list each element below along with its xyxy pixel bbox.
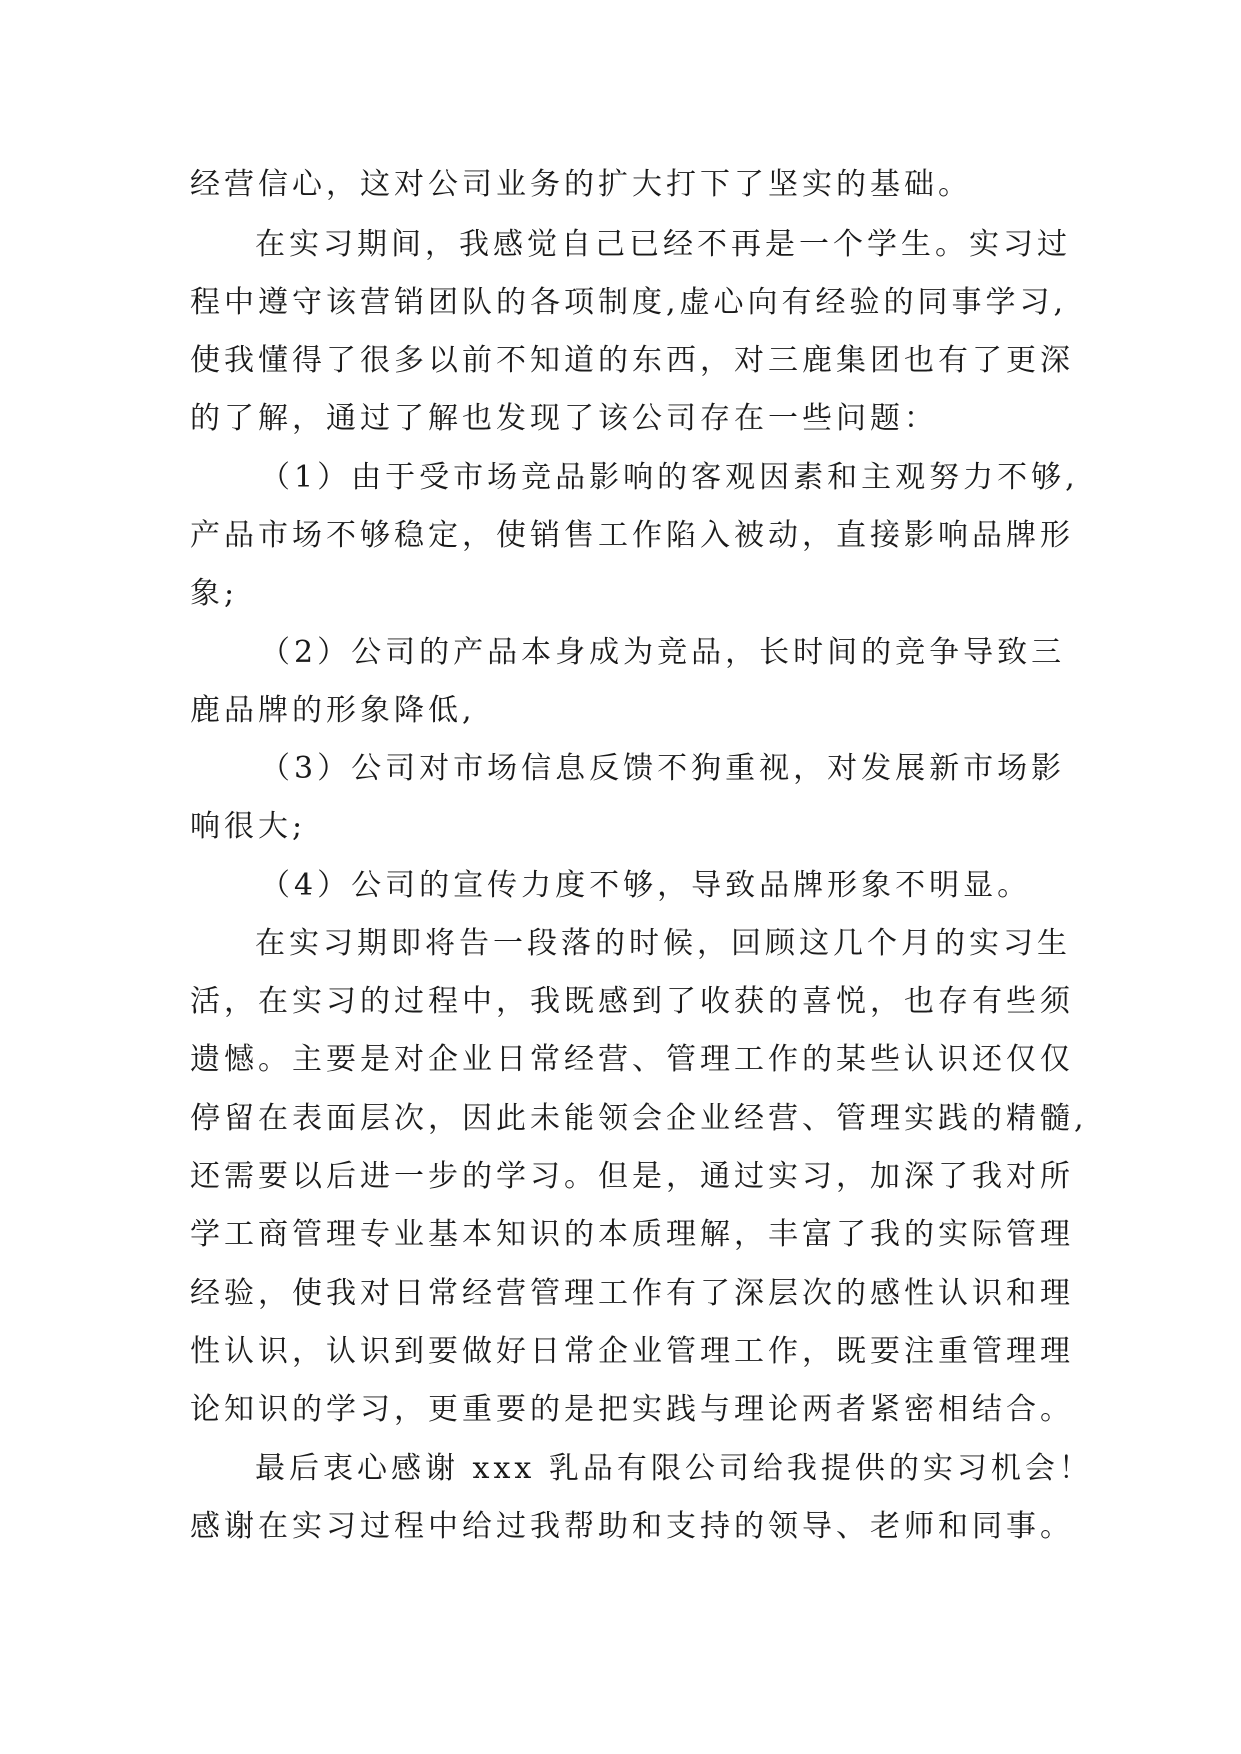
text-line: （2）公司的产品本身成为竞品，长时间的竞争导致三 (260, 635, 1066, 670)
text-line: 响很大; (190, 809, 307, 844)
text-line: 停留在表面层次，因此未能领会企业经营、管理实践的精髓, (190, 1101, 1088, 1136)
text-line: 的了解，通过了解也发现了该公司存在一些问题： (190, 401, 938, 436)
text-line: 鹿品牌的形象降低, (190, 693, 476, 728)
text-line: （4）公司的宣传力度不够，导致品牌形象不明显。 (260, 868, 1032, 903)
text-line: 活，在实习的过程中，我既感到了收获的喜悦，也存有些须 (190, 984, 1074, 1019)
text-line: 最后衷心感谢 xxx 乳品有限公司给我提供的实习机会！ (255, 1451, 1093, 1486)
text-line: 还需要以后进一步的学习。但是，通过实习，加深了我对所 (190, 1159, 1074, 1194)
text-line: （3）公司对市场信息反馈不狗重视，对发展新市场影 (260, 751, 1066, 786)
text-line: 性认识，认识到要做好日常企业管理工作，既要注重管理理 (190, 1334, 1074, 1369)
text-line: 论知识的学习，更重要的是把实践与理论两者紧密相结合。 (190, 1392, 1074, 1427)
text-line: 学工商管理专业基本知识的本质理解，丰富了我的实际管理 (190, 1217, 1074, 1252)
text-line: 在实习期间，我感觉自己已经不再是一个学生。实习过 (255, 227, 1071, 262)
text-line: 使我懂得了很多以前不知道的东西，对三鹿集团也有了更深 (190, 343, 1074, 378)
text-line: （1）由于受市场竞品影响的客观因素和主观努力不够, (260, 460, 1079, 495)
text-line: 程中遵守该营销团队的各项制度,虚心向有经验的同事学习, (190, 285, 1068, 320)
text-line: 遗憾。主要是对企业日常经营、管理工作的某些认识还仅仅 (190, 1042, 1074, 1077)
text-line: 在实习期即将告一段落的时候，回顾这几个月的实习生 (255, 926, 1071, 961)
text-line: 经验，使我对日常经营管理工作有了深层次的感性认识和理 (190, 1276, 1074, 1311)
text-line: 经营信心，这对公司业务的扩大打下了坚实的基础。 (190, 167, 972, 202)
text-line: 感谢在实习过程中给过我帮助和支持的领导、老师和同事。 (190, 1509, 1074, 1544)
text-line: 产品市场不够稳定，使销售工作陷入被动，直接影响品牌形 (190, 518, 1074, 553)
text-line: 象; (190, 576, 239, 611)
